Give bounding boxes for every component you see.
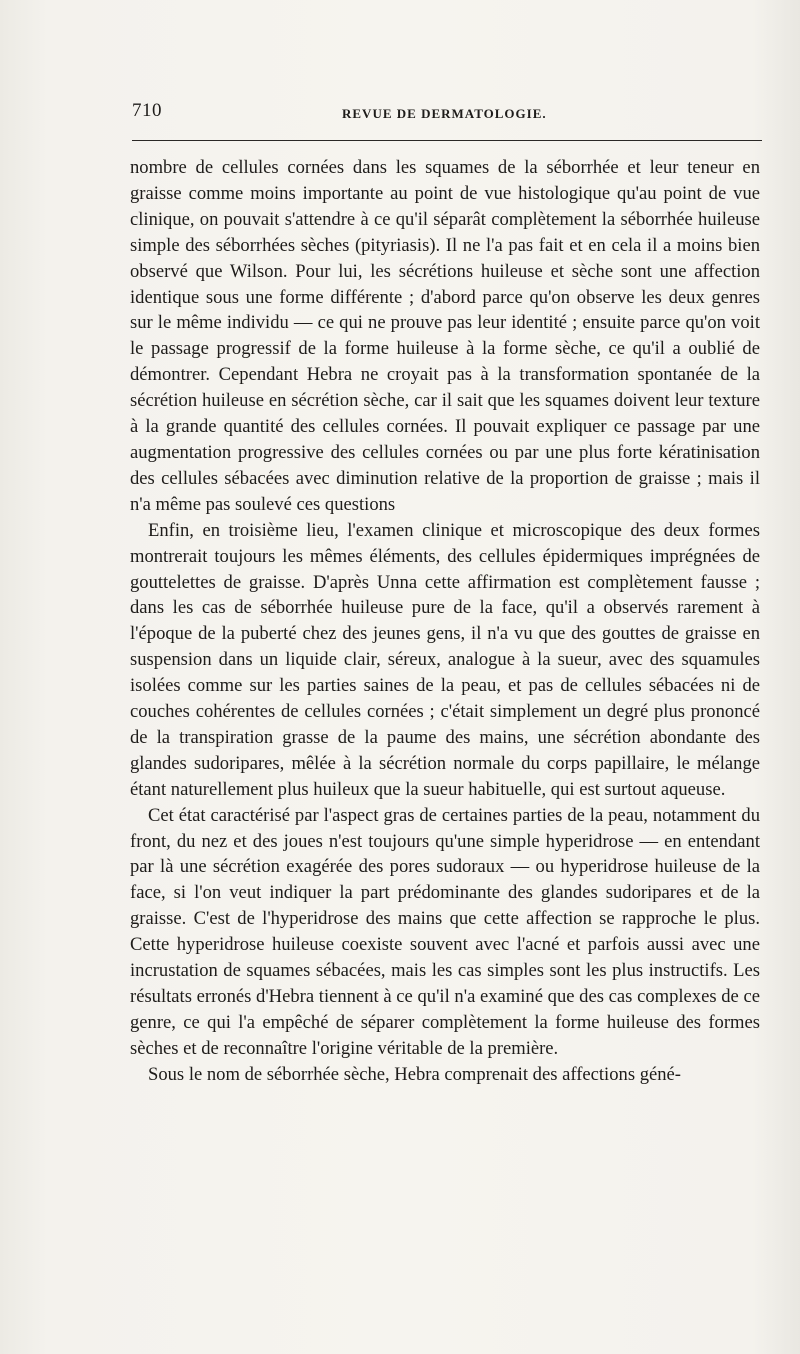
paragraph-4: Sous le nom de séborrhée sèche, Hebra comprenait des affections géné- bbox=[148, 1063, 681, 1085]
header-rule bbox=[132, 140, 762, 141]
paragraph-3: Cet état caractérisé par l'aspect gras de certaines parties de la peau, notamment du front, du nez et des joues n'est toujours qu'une simple hyperidrose — en entendant par là une sécrétion exagérée des pores sudoraux — ou hyperidrose huileuse de la face, si l'on veut indiquer la part prédominante des glandes sudoripares et de la graisse. C'est de l'hyperidrose des mains que cette affection se rapproche le plus. Cette hyperidrose huileuse coexiste souvent avec l'acné et parfois aussi avec une incrustation de squames sébacées, mais les cas simples sont les plus instructifs. Les résultats erronés d'Hebra tiennent à ce qu'il n'a examiné que des cas complexes de ce genre, ce qui l'a empêché de séparer complètement la forme huileuse des formes sèches et de reconnaître l'origine véritable de la première. bbox=[130, 804, 760, 1059]
page-number: 710 bbox=[132, 100, 162, 121]
running-title: REVUE DE DERMATOLOGIE. bbox=[342, 106, 547, 121]
body-text bbox=[130, 155, 760, 1088]
page-header bbox=[132, 100, 762, 128]
paragraph-2: Enfin, en troisième lieu, l'examen clinique et microscopique des deux formes montrerait toujours les mêmes éléments, des cellules épidermiques imprégnées de gouttelettes de graisse. D'après Unna cette affirmation est complètement fausse ; dans les cas de séborrhée huileuse pure de la face, qu'il a observés rarement à l'époque de la puberté chez des jeunes gens, il n'a vu que des gouttes de graisse en suspension dans un liquide clair, séreux, analogue à la sueur, avec des squamules isolées comme sur les parties saines de la peau, et pas de cellules sébacées ni de couches cohérentes de cellules cornées ; c'était simplement un degré plus prononcé de la transpiration grasse de la paume des mains, une sécrétion abondante des glandes sudoripares, mêlée à la sécrétion normale du corps papillaire, le mélange étant naturellement plus huileux que la sueur habituelle, qui est surtout aqueuse. bbox=[130, 519, 760, 800]
paragraph-1: nombre de cellules cornées dans les squames de la séborrhée et leur teneur en graisse comme moins importante au point de vue histologique qu'au point de vue clinique, on pouvait s'attendre à ce qu'il séparât complètement la séborrhée huileuse simple des séborrhées sèches (pityriasis). Il ne l'a pas fait et en cela il a moins bien observé que Wilson. Pour lui, les sécrétions huileuse et sèche sont une affection identique sous une forme différente ; d'abord parce qu'on observe les deux genres sur le même individu — ce qui ne prouve pas leur identité ; ensuite parce qu'on voit le passage progressif de la forme huileuse à la forme sèche, ce qu'il a oublié de démontrer. Cependant Hebra ne croyait pas à la transformation spontanée de la sécrétion huileuse en sécrétion sèche, car il sait que les squames doivent leur texture à la grande quantité des cellules cornées. Il pouvait expliquer ce passage par une augmentation progressive des cellules cornées ou par une plus forte kératinisation des cellules sébacées avec diminution relative de la proportion de graisse ; mais il n'a même pas soulevé ces questions bbox=[130, 157, 760, 515]
